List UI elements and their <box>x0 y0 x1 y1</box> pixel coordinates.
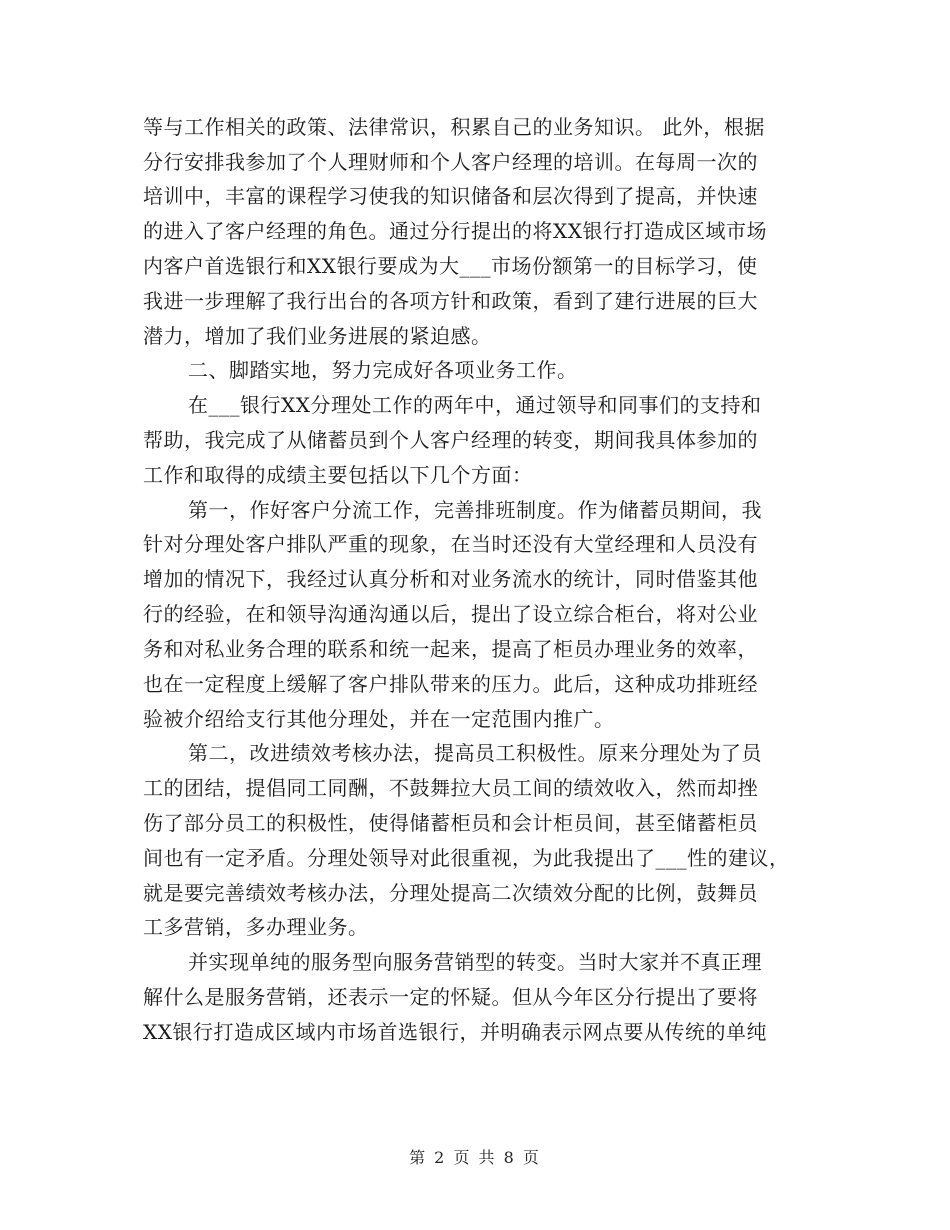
body-text-line: 我进一步理解了我行出台的各项方针和政策，看到了建行进展的巨大 <box>143 289 758 313</box>
body-text-line: 伤了部分员工的积极性，使得储蓄柜员和会计柜员间，甚至储蓄柜员 <box>143 811 758 835</box>
body-text-line: 工的团结，提倡同工同酬，不鼓舞拉大员工间的绩效收入，然而却挫 <box>143 776 758 800</box>
body-text-line: 务和对私业务合理的联系和统一起来，提高了柜员办理业务的效率， <box>143 637 758 661</box>
body-text-line: 就是要完善绩效考核办法，分理处提高二次绩效分配的比例，鼓舞员 <box>143 881 758 905</box>
body-text-line: 增加的情况下，我经过认真分析和对业务流水的统计，同时借鉴其他 <box>143 567 758 591</box>
body-text-line: 在___银行XX分理处工作的两年中，通过领导和同事们的支持和 <box>188 393 762 417</box>
section-heading: 二、脚踏实地，努力完成好各项业务工作。 <box>188 358 578 382</box>
body-text-line: 验被介绍给支行其他分理处，并在一定范围内推广。 <box>143 707 615 731</box>
body-text-line: 工多营销，多办理业务。 <box>143 915 369 939</box>
body-text-line: 第一，作好客户分流工作，完善排班制度。作为储蓄员期间，我 <box>188 498 762 522</box>
page-number-footer: 第 2 页 共 8 页 <box>409 1148 541 1167</box>
body-text-line: 工作和取得的成绩主要包括以下几个方面： <box>143 463 533 487</box>
body-text-line: 帮助，我完成了从储蓄员到个人客户经理的转变，期间我具体参加的 <box>143 428 758 452</box>
body-text-line: 的进入了客户经理的角色。通过分行提出的将XX银行打造成区域市场 <box>143 219 767 243</box>
body-text-line: 潜力，增加了我们业务进展的紧迫感。 <box>143 324 492 348</box>
body-text-line: 行的经验，在和领导沟通沟通以后，提出了设立综合柜台，将对公业 <box>143 602 758 626</box>
body-text-line: 并实现单纯的服务型向服务营销型的转变。当时大家并不真正理 <box>188 950 762 974</box>
body-text-line: 内客户首选银行和XX银行要成为大___市场份额第一的目标学习，使 <box>143 254 758 278</box>
body-text-line: 培训中，丰富的课程学习使我的知识储备和层次得到了提高，并快速 <box>143 184 758 208</box>
body-text-line: 针对分理处客户排队严重的现象，在当时还没有大堂经理和人员没有 <box>143 532 758 556</box>
body-text-line: 等与工作相关的政策、法律常识，积累自己的业务知识。 此外，根据 <box>143 115 765 139</box>
body-text-line: 分行安排我参加了个人理财师和个人客户经理的培训。在每周一次的 <box>143 150 758 174</box>
body-text-line: 间也有一定矛盾。分理处领导对此很重视，为此我提出了___性的建议， <box>143 846 790 870</box>
body-text-line: 解什么是服务营销，还表示一定的怀疑。但从今年区分行提出了要将 <box>143 985 758 1009</box>
body-text-line: XX银行打造成区域内市场首选银行，并明确表示网点要从传统的单纯 <box>143 1020 767 1044</box>
body-text-line: 第二，改进绩效考核办法，提高员工积极性。原来分理处为了员 <box>188 741 762 765</box>
body-text-line: 也在一定程度上缓解了客户排队带来的压力。此后，这种成功排班经 <box>143 672 758 696</box>
